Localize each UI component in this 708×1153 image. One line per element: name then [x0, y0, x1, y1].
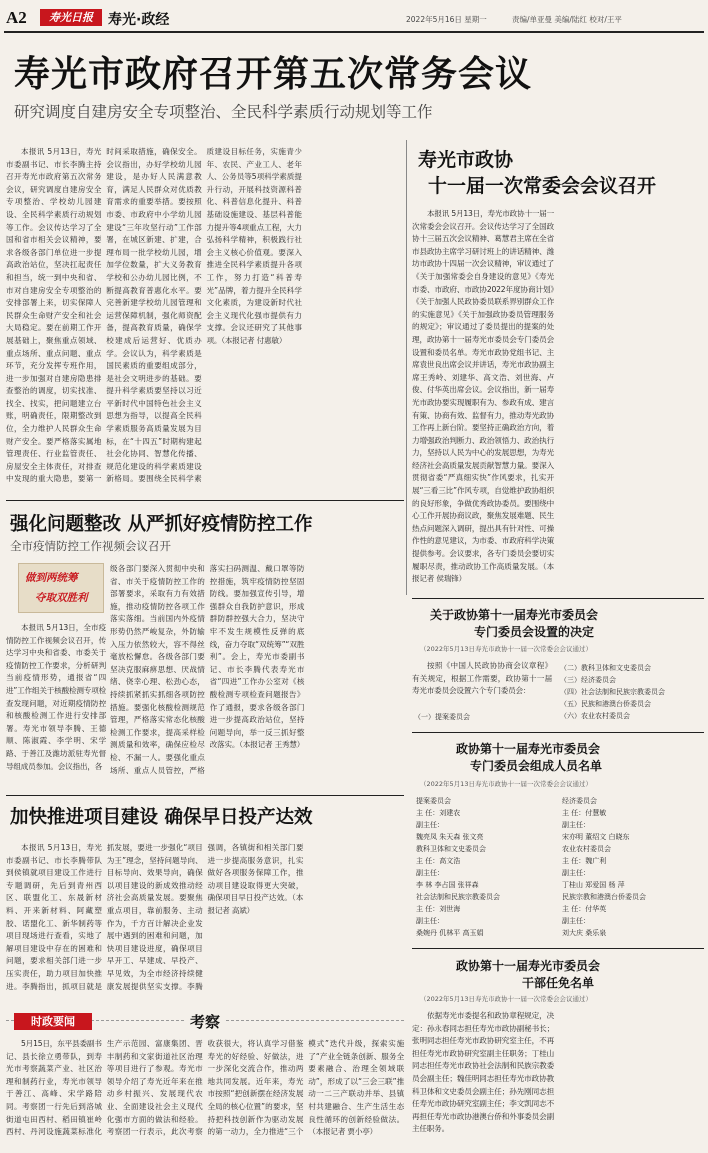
decision-item: （六）农业农村委员会: [560, 712, 630, 720]
roster-line: 主 任：付华英: [562, 905, 607, 913]
badge-line-2: 夺取双胜利: [35, 592, 88, 604]
roster-line: 刘大庆 桑乐泉: [562, 929, 607, 937]
decision-title-2: 专门委员会设置的决定: [474, 625, 595, 639]
roster-line: 副主任：: [416, 821, 444, 829]
newspaper-logo: 寿光日报: [40, 9, 102, 26]
roster-title-1: 政协第十一届寿光市委员会: [456, 742, 601, 756]
project-title: 加快推进项目建设 确保早日投产达效: [10, 807, 313, 828]
roster-line: 桑婉丹 仉林平 高玉娟: [416, 929, 484, 937]
cppcc-title-2: 十一届一次常委会会议召开: [428, 175, 657, 197]
lead-title: 寿光市政府召开第五次常务会议: [14, 53, 533, 95]
politics-body: 5月15日，东平县委副书记、县长徐立勇带队，到寿光市考察蔬菜产业、社区治理和制药行业，寿光市领导于善江、高峰、宋学路陪同。考察团一行先后到洛城街道屯田西村、稻田镇崔岭西村、丹河设施蔬菜标准化生产示范园、富康集团、晋丰制药和文家街道社区治理等项目进行了参观。寿光市领导介绍了寿光近年来在推动乡村振兴、发展现代农业、全面建设社会主义现代化强市方面的做法和经验。考察团一行表示，此次考察收获很大，将认真学习借鉴寿光的好经验、好做法，进一步深化交流合作，推动两地共同发展。近年来，寿光市按照“把创新摆在经济发展全局的核心位置”的要求，坚持把科技创新作为驱动发展的第一动力，全力推进“三个模式”迭代升级，探索实施了“产业全链条创新、服务全要素融合、治理全领域联动”，形成了以“三会三联”推动一二三产联动并举、县镇村共建融合、生产生活生态良性循环的创新经验做法。（本报记者 贾小亭）: [6, 1039, 404, 1137]
project-body: 本报讯 5月13日，寿光市委副书记、市长李腾带队到侯镇就项目建设工作进行专题调研，先后到青州西区、联盟化工、东晟新材料、开来新材料、阿藏塑胶、诺盟化工、新华制药等项目现场进行查看，实地了解项目建设中存在的困难和问题，要求相关部门进一步压实责任，助力项目加快推进。李腾指出，抓项目就是抓发展，要进一步强化“项目为王”理念，坚持问题导向、目标导向、效果导向，确保以项目建设的新成效推动经济社会高质量发展。要聚焦重点项目，靠前服务、主动作为，千方百计解决企业发展中遇到的困难和问题，加快项目建设进度，确保项目早开工、早建成、早投产、早见效，为全市经济持续健康发展提供坚实支撑。李腾强调，各镇街和相关部门要进一步提高服务意识，扎实做好各项服务保障工作，推动项目建设取得更大突破，确保项目早日投产达效。（本报记者 高斌）: [6, 843, 304, 991]
decision-items-left: [414, 711, 554, 723]
roster-line: 副主任：: [416, 869, 444, 877]
roster-line: 副主任：: [416, 917, 444, 925]
roster-line: 李 林 李占国 张祥森: [416, 881, 479, 889]
decision-item: （三）经济委员会: [560, 676, 616, 684]
epidemic-body-cont: 级各部门要深入贯彻中央和省、市关于疫情防控工作的部署要求，采取有力有效措施，推动疫情防控各项工作落实落细。当前国内外疫情形势仍然严峻复杂，外防输入压力依然较大，容不得丝毫放松懈怠。各级各部门要坚决克服麻痹思想、厌战情绪、侥幸心理、松劲心态，持续抓紧抓实抓细各项防控措施。要强化核酸检测规范管理，严格落实常态化核酸检测工作要求，提高采样检测质量和效率，确保应检尽检、不漏一人。要强化重点场所、重点人员管控，严格落实扫码测温、戴口罩等防控措施，筑牢疫情防控坚固防线。要加强宣传引导，增强群众自我防护意识，形成群防群控强大合力，坚决守牢不发生规模性反弹的底线，奋力夺取“双统筹”“双胜利”。会上，寿光市委副书记、市长李腾代表寿光市省“四进”工作办公室对《核酸检测专项检查问题报告》作了通报，要求各级各部门进一步提高政治站位，坚持问题导向，举一反三抓好整改落实。（本报记者 王秀慧）: [110, 564, 305, 775]
campaign-badge: [18, 563, 104, 613]
column-label: 时政要闻: [14, 1013, 92, 1030]
roster-line: 经济委员会: [562, 797, 597, 805]
roster-line: 丁桂山 郑爱国 杨 萍: [562, 881, 625, 889]
roster-line: 魏亮凤 朱天森 张文亮: [416, 833, 484, 841]
decision-items-right: [560, 662, 704, 722]
roster-line: 农业农村委员会: [562, 845, 611, 853]
roster-line: 社会法制和民族宗教委员会: [416, 893, 500, 901]
cppcc-body: 本报讯 5月13日，寿光市政协十一届一次常委会会议召开。会议传达学习了全国政协十三届五次会议精神、葛慧君主席在全省市县政协主席学习研讨班上的讲话精神、潍坊市政协十四届一次会议精神，审议通过了《关于加强常委会自身建设的意见》《寿光市委、市政府、市政协2022年度协商计划》《关于加强人民政协委员联系界别群众工作的实施意见》《关于加强政协委员管理服务的规定》；审议通过了委员提出的提案的处理，政协第十一届寿光市委员会专门委员会设置和委员名单。寿光市政协党组书记、主席袁世良出席会议并讲话，寿光市政协副主席王秀岭、刘建华、高文浩、刘世海、卢俊、付华英出席会议。会议指出，新一届寿光市政协要实现履职有为、参政有成、建言有策、协商有效、监督有力，推动寿光政协工作再上新台阶。要坚持正确政治方向，着力增强政治判断力、政治领悟力、政治执行力，坚持以人民为中心的发展思想，为寿光经济社会高质量发展贡献智慧力量。要深入贯彻省委“严真细实快”作风要求，扎实开展“三看三比”作风专项，自觉维护政协组织的良好形象，争做优秀政协委员。要围绕中心工作开展协商议政，聚焦发展难题、民生热点问题深入调研，提出具有针对性、可操作性的意见建议，为市委、市政府科学决策提供参考。会议要求，各专门委员会要切实履职尽责，推动政协工作高质量发展。（本报记者 侯瑞锋）: [412, 209, 555, 584]
appoint-body: 依据寿光市委提名和政协章程规定，决定：孙永春同志担任寿光市政协副秘书长；张明同志担任寿光市政协研究室主任，不再担任寿光市政协研究室副主任职务；丁桂山同志担任寿光市政协社会法制和民族宗教委员会副主任；魏佳明同志担任寿光市政协教科卫体和文史委员会副主任；孙先刚同志担任寿光市政协研究室副主任；李文凯同志不再担任寿光市政协港澳台侨和外事委员会副主任职务。: [412, 1011, 554, 1134]
roster-line: 主 任：魏广利: [562, 857, 607, 865]
appoint-title-2: 干部任免名单: [522, 976, 595, 990]
section-rule-2: [6, 795, 404, 796]
lead-body: 本报讯 5月13日，寿光市委副书记、市长李腾主持召开寿光市政府第五次常务会议，研究调度自建房安全专项整治、学校幼儿园建设、全民科学素质行动规划等工作。会议传达学习了全国和省市相关会议精神，要求各级各部门单位进一步提高政治站位，坚决扛起责任和担当，统一到中央和省、市对自建房安全专项整治的安排部署上来，切实保障人民群众生命财产安全和社会大局稳定。要在前期工作开展基础上，聚焦重点领域、重点场所、重点问题、重点环节，充分发挥专班作用，进一步加强对自建房隐患排查整治的调度，切实找准、找全、找实，把问题建立台账，明确责任，限期整改到位，全力维护人民群众生命财产安全。要严格落实属地管理责任、行业监管责任、房屋安全主体责任，对排查中发现的重大隐患，要第一时间采取措施，确保安全。会议指出，办好学校幼儿园建设，是办好人民满意教育，满足人民群众对优质教育需求的重要举措。要按照市委、市政府中小学幼儿园建设“三年攻坚行动”工作部署，在城区新建、扩建，合理布局一批学校幼儿园，增加学位数量，扩大义务教育学校和公办幼儿园比例，不断提高教育普惠化水平。要完善新建学校幼儿园管理和运营保障机制，强化师资配备，提高教育质量，确保学校建成后运营好、优质办学。会议认为，科学素质是国民素质的重要组成部分，是社会文明进步的基础。要提升科学素质要坚持以习近平新时代中国特色社会主义思想为指导，以提高全民科学素质服务高质量发展为目标，在“十四五”时期构建起社会化协同、智慧化传播、规范化建设的科学素质建设新格局。要围绕全民科学素质建设目标任务，实施青少年、农民、产业工人、老年人、公务员等5项科学素质提升行动，开展科技资源科普化、科普信息化提升、科普基础设施建设、基层科普能力提升等4项重点工程，大力弘扬科学精神，积极践行社会主义核心价值观。要深入推进全民科学素质提升各项工作，努力打造“科普寿光”品牌，着力提升全民科学文化素质，为建设新时代社会主义现代化强市提供有力支撑。会议还研究了其他事项。（本报记者 付惠敏）: [6, 147, 302, 484]
roster-line: 主 任：刘世海: [416, 905, 461, 913]
decision-item: （二）教科卫体和文史委员会: [560, 664, 651, 672]
roster-line: 副主任：: [562, 821, 590, 829]
decision-title-1: 关于政协第十一届寿光市委员会: [430, 608, 599, 622]
roster-line: 主 任：付慧敏: [562, 809, 607, 817]
epidemic-body: 本报讯 5月13日，全市疫情防控工作视频会议召开，传达学习中央和省委、市委关于疫情防控工作要求，分析研判当前疫情形势，通报省“四进”工作组关于核酸检测专项检查发现问题，对近期疫情防控和核酸检测工作进行安排部署。寿光市领导李腾、王德顺、陈淑霞、李学明、宋学路、于善江及潍坊派驻寿光督导组成员参加。会议指出，各: [6, 623, 106, 771]
decision-item: （五）民族和港澳台侨委员会: [560, 700, 651, 708]
right-rule-3: [412, 948, 704, 949]
masthead-rule: [4, 31, 704, 33]
column-divider: [406, 140, 407, 595]
page-number: A2: [6, 8, 27, 27]
masthead: [0, 0, 708, 36]
editor-credits: 责编/单亚曼 美编/陆红 校对/王平: [512, 15, 622, 24]
roster-line: 副主任：: [562, 869, 590, 877]
roster-line: 副主任：: [562, 917, 590, 925]
roster-right: [562, 795, 704, 939]
appoint-title-1: 政协第十一届寿光市委员会: [456, 959, 601, 973]
roster-line: 提案委员会: [416, 797, 451, 805]
section-name: 寿光·政经: [108, 12, 170, 28]
epidemic-subtitle: 全市疫情防控工作视频会议召开: [10, 539, 171, 553]
decision-intro: 按照《中国人民政协协商会议章程》有关规定，根据工作需要，政协第十一届寿光市委员会设置六个专门委员会：: [412, 661, 552, 696]
roster-line: 教科卫体和文史委员会: [416, 845, 486, 853]
cppcc-title-1: 寿光市政协: [418, 149, 514, 171]
politics-title: 考察: [186, 1012, 224, 1032]
badge-line-1: 做到两统筹: [25, 572, 78, 584]
appoint-note: （2022年5月13日寿光市政协十一届一次常委会会议通过）: [420, 995, 592, 1003]
roster-line: 主 任：刘建农: [416, 809, 461, 817]
lead-subtitle: 研究调度自建房安全专项整治、全民科学素质行动规划等工作: [14, 103, 433, 121]
epidemic-title: 强化问题整改 从严抓好疫情防控工作: [10, 514, 313, 535]
right-rule-2: [412, 732, 704, 733]
decision-item: （一）提案委员会: [414, 713, 470, 721]
decision-item: （四）社会法制和民族宗教委员会: [560, 688, 665, 696]
roster-title-2: 专门委员会组成人员名单: [470, 759, 603, 773]
right-rule-1: [412, 598, 704, 599]
roster-line: 主 任：高文浩: [416, 857, 461, 865]
section-rule: [6, 500, 404, 501]
roster-left: [416, 795, 556, 939]
issue-date: 2022年5月16日 星期一: [406, 15, 487, 24]
decision-note: （2022年5月13日寿光市政协十一届一次常委会会议通过）: [420, 645, 592, 653]
roster-line: 民族宗教和港澳台侨委员会: [562, 893, 646, 901]
roster-note: （2022年5月13日寿光市政协十一届一次常委会会议通过）: [420, 780, 592, 788]
roster-line: 宋亦明 董绍文 白晓东: [562, 833, 630, 841]
